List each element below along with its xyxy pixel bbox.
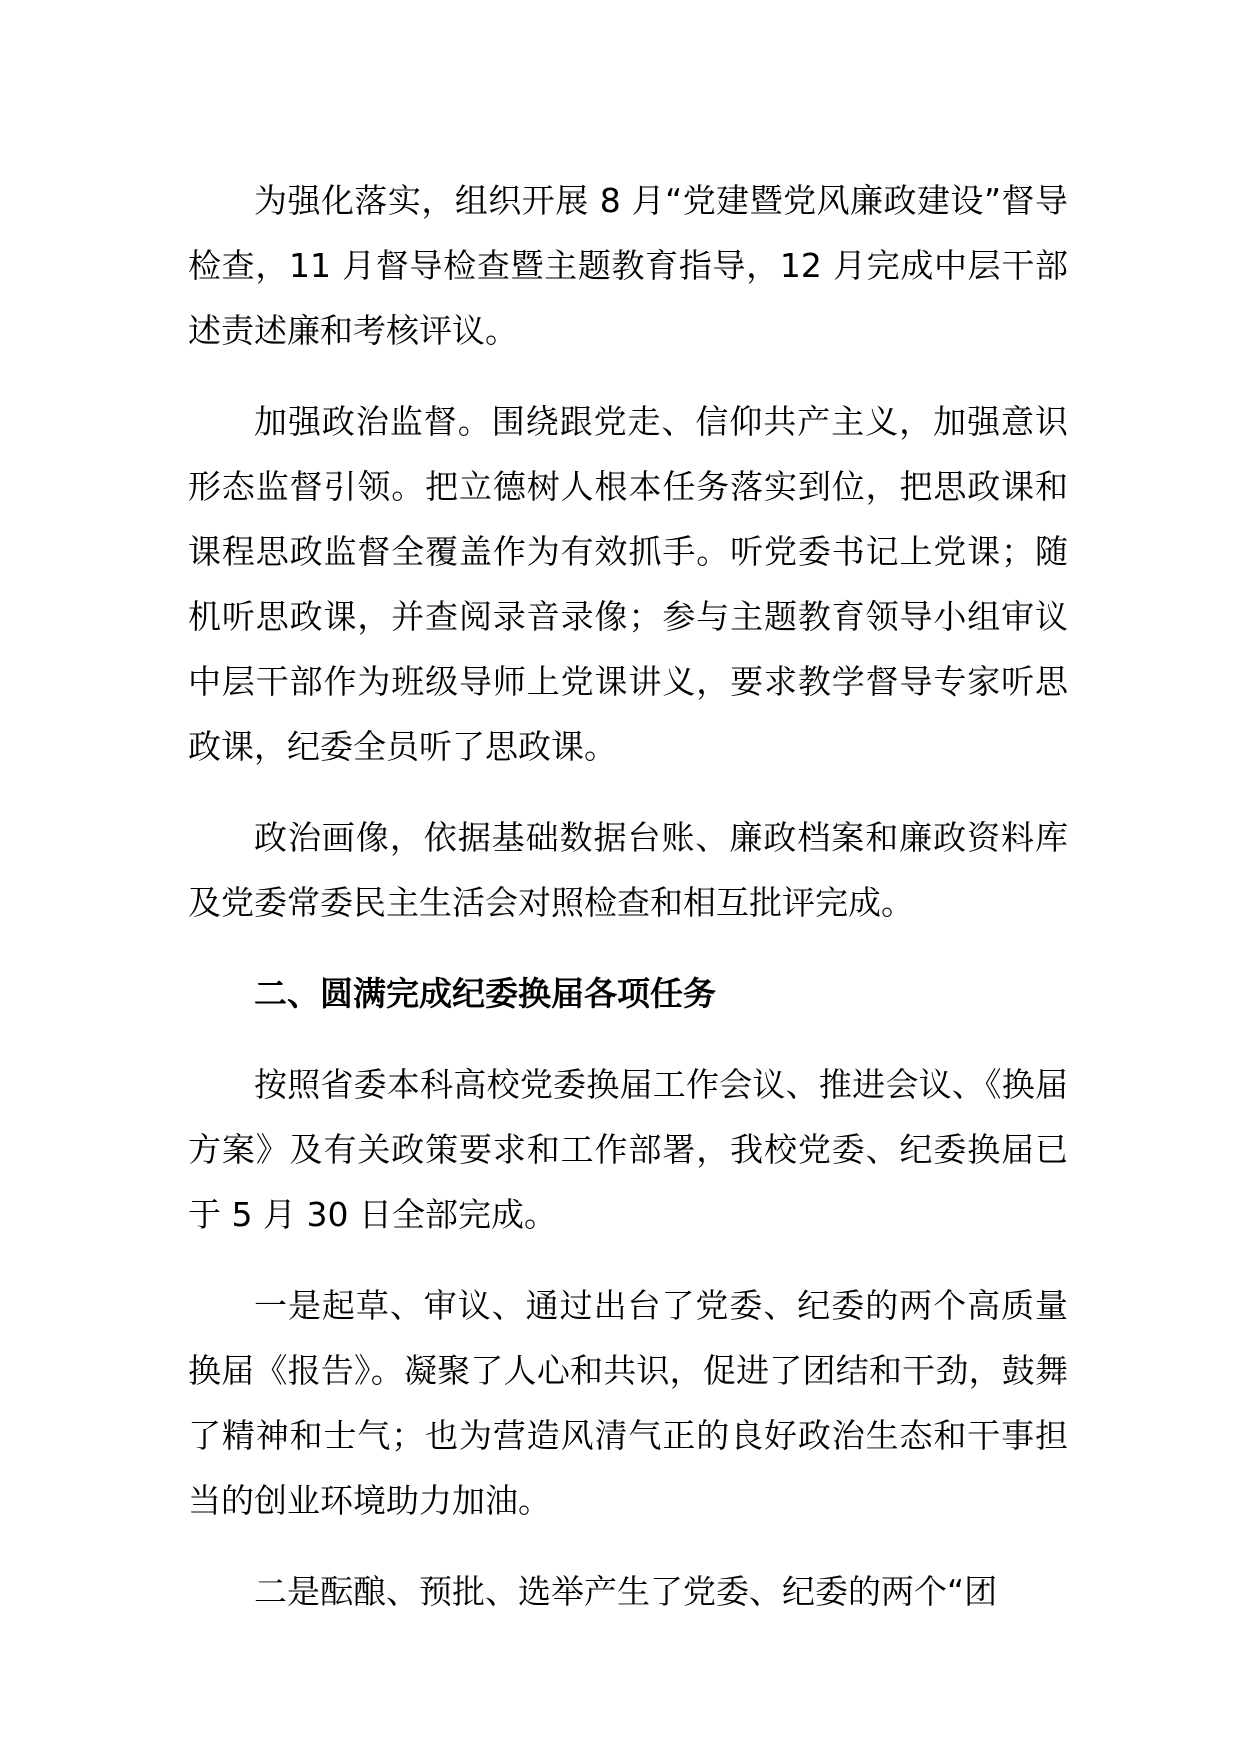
paragraph-supervision-inspection: 为强化落实，组织开展 8 月“党建暨党风廉政建设”督导检查，11 月督导检查暨主题教育指导，12 月完成中层干部述责述廉和考核评议。 <box>188 181 1068 350</box>
paragraph-political-portrait: 政治画像，依据基础数据台账、廉政档案和廉政资料库及党委常委民主生活会对照检查和相互批评完成。 <box>188 818 1068 922</box>
paragraph-political-supervision: 加强政治监督。围绕跟党走、信仰共产主义，加强意识形态监督引领。把立德树人根本任务落实到位，把思政课和课程思政监督全覆盖作为有效抓手。听党委书记上党课；随机听思政课，并查阅录音录像；参与主题教育领导小组审议中层干部作为班级导师上党课讲义，要求教学督导专家听思政课，纪委全员听了思政课。 <box>188 402 1068 766</box>
paragraph-election-completion: 按照省委本科高校党委换届工作会议、推进会议、《换届方案》及有关政策要求和工作部署，我校党委、纪委换届已于 5 月 30 日全部完成。 <box>188 1065 1068 1234</box>
paragraph-report-drafting: 一是起草、审议、通过出台了党委、纪委的两个高质量换届《报告》。凝聚了人心和共识，促进了团结和干劲，鼓舞了精神和士气；也为营造风清气正的良好政治生态和干事担当的创业环境助力加油。 <box>188 1286 1068 1520</box>
paragraph-election-results: 二是酝酿、预批、选举产生了党委、纪委的两个“团 <box>254 1572 998 1611</box>
document-body <box>188 168 1068 1650</box>
section-heading-2: 二、圆满完成纪委换届各项任务 <box>254 974 716 1013</box>
